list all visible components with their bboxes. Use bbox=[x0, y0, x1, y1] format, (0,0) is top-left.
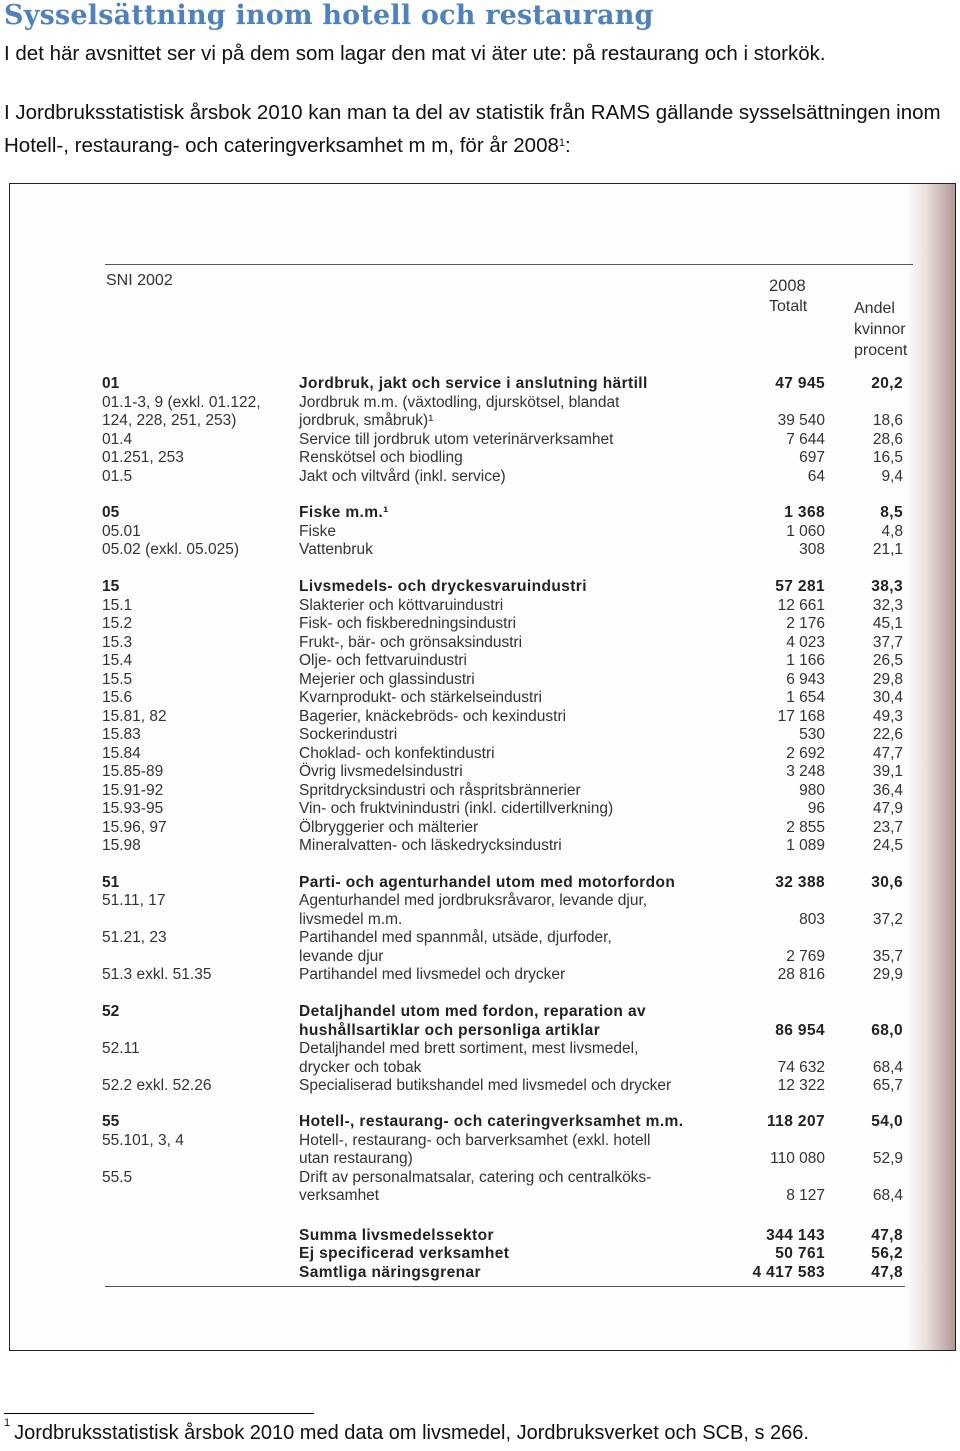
table-row bbox=[10, 1003, 955, 1022]
total-cell: 4 417 583 bbox=[752, 1264, 825, 1281]
table-row bbox=[10, 800, 955, 819]
table-row bbox=[10, 948, 955, 967]
sector-label-cell: Partihandel med livsmedel och drycker bbox=[299, 966, 566, 983]
table-row bbox=[10, 671, 955, 690]
sector-label-cell: Fiske m.m.¹ bbox=[299, 504, 389, 521]
total-cell: 39 540 bbox=[777, 412, 825, 429]
table-row bbox=[10, 892, 955, 911]
total-cell: 2 855 bbox=[786, 819, 825, 836]
andel-kvinnor-cell: 28,6 bbox=[872, 431, 903, 448]
table-row bbox=[10, 745, 955, 764]
sector-label-cell: Frukt-, bär- och grönsaksindustri bbox=[299, 634, 523, 651]
andel-kvinnor-cell: 32,3 bbox=[872, 597, 903, 614]
table-row bbox=[10, 708, 955, 727]
sector-label-cell: Ej specificerad verksamhet bbox=[299, 1245, 510, 1262]
table-top-rule bbox=[105, 264, 913, 265]
table-row bbox=[10, 634, 955, 653]
table-row bbox=[10, 412, 955, 431]
sector-label-cell: Vattenbruk bbox=[299, 541, 373, 558]
total-cell: 96 bbox=[807, 800, 825, 817]
table-row bbox=[10, 929, 955, 948]
sector-label-cell: Bagerier, knäckebröds- och kexindustri bbox=[299, 708, 567, 725]
sector-label-cell: Parti- och agenturhandel utom med motorfordon bbox=[299, 874, 676, 891]
sni-code-cell: 15.98 bbox=[102, 837, 141, 854]
sector-label-cell: Drift av personalmatsalar, catering och centralköks- bbox=[299, 1169, 652, 1186]
sector-label-cell: Livsmedels- och dryckesvaruindustri bbox=[299, 578, 587, 595]
table-row bbox=[10, 578, 955, 597]
total-cell: 6 943 bbox=[786, 671, 825, 688]
andel-kvinnor-cell: 54,0 bbox=[871, 1113, 903, 1130]
footnote-reference: 1 bbox=[558, 137, 565, 149]
sni-code-cell: 15.1 bbox=[102, 597, 133, 614]
total-cell: 2 692 bbox=[786, 745, 825, 762]
total-cell: 530 bbox=[799, 726, 825, 743]
table-row bbox=[10, 1113, 955, 1132]
sector-label-cell: jordbruk, småbruk)¹ bbox=[299, 412, 434, 429]
total-cell: 28 816 bbox=[777, 966, 825, 983]
sector-label-cell: Kvarnprodukt- och stärkelseindustri bbox=[299, 689, 542, 706]
andel-kvinnor-cell: 65,7 bbox=[872, 1077, 903, 1094]
total-cell: 980 bbox=[799, 782, 825, 799]
table-row bbox=[10, 468, 955, 487]
total-cell: 4 023 bbox=[786, 634, 825, 651]
sector-label-cell: Övrig livsmedelsindustri bbox=[299, 763, 463, 780]
andel-kvinnor-cell: 16,5 bbox=[872, 449, 903, 466]
source-colon: : bbox=[565, 134, 571, 157]
table-row bbox=[10, 1264, 955, 1283]
table-row bbox=[10, 1150, 955, 1169]
andel-kvinnor-cell: 47,8 bbox=[871, 1264, 903, 1281]
sni-code-cell: 01.4 bbox=[102, 431, 133, 448]
sector-label-cell: Fisk- och fiskberedningsindustri bbox=[299, 615, 517, 632]
sni-code-cell: 01.1-3, 9 (exkl. 01.122, bbox=[102, 394, 261, 411]
andel-kvinnor-cell: 29,8 bbox=[872, 671, 903, 688]
header-andel-kvinnor: Andel kvinnor procent bbox=[854, 300, 908, 359]
sni-code-cell: 15.91-92 bbox=[102, 782, 164, 799]
table-row bbox=[10, 1132, 955, 1151]
table-row bbox=[10, 911, 955, 930]
total-cell: 697 bbox=[799, 449, 825, 466]
andel-kvinnor-cell: 24,5 bbox=[872, 837, 903, 854]
sni-code-cell: 124, 228, 251, 253) bbox=[102, 412, 237, 429]
sector-label-cell: Service till jordbruk utom veterinärverksamhet bbox=[299, 431, 614, 448]
sni-code-cell: 15.85-89 bbox=[102, 763, 164, 780]
table-row bbox=[10, 431, 955, 450]
table-row bbox=[10, 966, 955, 985]
table-row bbox=[10, 504, 955, 523]
footnote-number: 1 bbox=[4, 1417, 11, 1429]
andel-kvinnor-cell: 30,4 bbox=[872, 689, 903, 706]
table-row bbox=[10, 597, 955, 616]
andel-kvinnor-cell: 68,0 bbox=[871, 1022, 903, 1039]
source-text: I Jordbruksstatistisk årsbok 2010 kan man ta del av statistik från RAMS gällande sysselsättningen inom Hotell-, restaurang- och cateringverksamhet m m, för år 2008 bbox=[4, 101, 941, 157]
sector-label-cell: Samtliga näringsgrenar bbox=[299, 1264, 481, 1281]
footnote-separator bbox=[4, 1413, 314, 1414]
sector-label-cell: Choklad- och konfektindustri bbox=[299, 745, 495, 762]
total-cell: 12 322 bbox=[777, 1077, 825, 1094]
source-paragraph bbox=[4, 96, 956, 162]
andel-kvinnor-cell: 39,1 bbox=[872, 763, 903, 780]
sector-label-cell: Hotell-, restaurang- och barverksamhet (exkl. hotell bbox=[299, 1132, 651, 1149]
andel-kvinnor-cell: 4,8 bbox=[881, 523, 903, 540]
table-row bbox=[10, 449, 955, 468]
table-row bbox=[10, 615, 955, 634]
sector-label-cell: Jordbruk m.m. (växtodling, djurskötsel, blandat bbox=[299, 394, 620, 411]
andel-kvinnor-cell: 8,5 bbox=[880, 504, 903, 521]
sector-label-cell: Mejerier och glassindustri bbox=[299, 671, 475, 688]
total-cell: 110 080 bbox=[770, 1150, 825, 1167]
total-cell: 64 bbox=[807, 468, 825, 485]
total-cell: 17 168 bbox=[777, 708, 825, 725]
table-row bbox=[10, 1169, 955, 1188]
table-row bbox=[10, 1022, 955, 1041]
total-cell: 118 207 bbox=[767, 1113, 825, 1130]
sni-code-cell: 15.96, 97 bbox=[102, 819, 167, 836]
sector-label-cell: Ölbryggerier och mälterier bbox=[299, 819, 479, 836]
andel-kvinnor-cell: 47,8 bbox=[871, 1227, 903, 1244]
sni-code-cell: 01.251, 253 bbox=[102, 449, 184, 466]
total-cell: 1 166 bbox=[786, 652, 825, 669]
sni-code-cell: 55 bbox=[102, 1113, 120, 1130]
andel-kvinnor-cell: 21,1 bbox=[872, 541, 903, 558]
table-bottom-rule bbox=[105, 1286, 905, 1287]
table-row bbox=[10, 1227, 955, 1246]
andel-kvinnor-cell: 68,4 bbox=[872, 1187, 903, 1204]
total-cell: 344 143 bbox=[766, 1227, 825, 1244]
sni-code-cell: 15.2 bbox=[102, 615, 133, 632]
footnote bbox=[4, 1417, 809, 1445]
sector-label-cell: Partihandel med spannmål, utsäde, djurfoder, bbox=[299, 929, 612, 946]
andel-kvinnor-cell: 22,6 bbox=[872, 726, 903, 743]
sni-code-cell: 15.83 bbox=[102, 726, 141, 743]
total-cell: 12 661 bbox=[777, 597, 825, 614]
table-row bbox=[10, 689, 955, 708]
andel-kvinnor-cell: 37,7 bbox=[872, 634, 903, 651]
total-cell: 1 368 bbox=[784, 504, 825, 521]
sni-code-cell: 52 bbox=[102, 1003, 120, 1020]
total-cell: 3 248 bbox=[786, 763, 825, 780]
andel-kvinnor-cell: 35,7 bbox=[872, 948, 903, 965]
sector-label-cell: Jakt och viltvård (inkl. service) bbox=[299, 468, 506, 485]
sni-code-cell: 15.5 bbox=[102, 671, 133, 688]
table-row bbox=[10, 652, 955, 671]
andel-kvinnor-cell: 26,5 bbox=[872, 652, 903, 669]
sni-code-cell: 05 bbox=[102, 504, 120, 521]
andel-kvinnor-cell: 38,3 bbox=[871, 578, 903, 595]
table-row bbox=[10, 763, 955, 782]
andel-kvinnor-cell: 68,4 bbox=[872, 1059, 903, 1076]
header-total: Totalt bbox=[769, 298, 808, 315]
sector-label-cell: Mineralvatten- och läskedrycksindustri bbox=[299, 837, 562, 854]
intro-paragraph: I det här avsnittet ser vi på dem som lagar den mat vi äter ute: på restaurang och i storkök. bbox=[4, 42, 826, 65]
total-cell: 86 954 bbox=[775, 1022, 825, 1039]
sector-label-cell: verksamhet bbox=[299, 1187, 380, 1204]
footnote-text: Jordbruksstatistisk årsbok 2010 med data om livsmedel, Jordbruksverket och SCB, s 266. bbox=[14, 1422, 809, 1444]
table-row bbox=[10, 819, 955, 838]
andel-kvinnor-cell: 23,7 bbox=[872, 819, 903, 836]
sni-code-cell: 01.5 bbox=[102, 468, 133, 485]
andel-kvinnor-cell: 49,3 bbox=[872, 708, 903, 725]
total-cell: 32 388 bbox=[775, 874, 825, 891]
sector-label-cell: Sockerindustri bbox=[299, 726, 398, 743]
header-sni: SNI 2002 bbox=[106, 272, 173, 289]
sector-label-cell: Slakterier och köttvaruindustri bbox=[299, 597, 504, 614]
total-cell: 8 127 bbox=[786, 1187, 825, 1204]
scanned-table-image bbox=[9, 183, 956, 1351]
total-cell: 2 176 bbox=[786, 615, 825, 632]
sector-label-cell: livsmedel m.m. bbox=[299, 911, 403, 928]
total-cell: 803 bbox=[799, 911, 825, 928]
table-row bbox=[10, 726, 955, 745]
sector-label-cell: drycker och tobak bbox=[299, 1059, 422, 1076]
total-cell: 1 654 bbox=[786, 689, 825, 706]
sni-code-cell: 05.02 (exkl. 05.025) bbox=[102, 541, 240, 558]
total-cell: 74 632 bbox=[777, 1059, 825, 1076]
sni-code-cell: 15.6 bbox=[102, 689, 133, 706]
sector-label-cell: levande djur bbox=[299, 948, 384, 965]
sni-code-cell: 51.21, 23 bbox=[102, 929, 167, 946]
sector-label-cell: Agenturhandel med jordbruksråvaror, levande djur, bbox=[299, 892, 648, 909]
sni-code-cell: 15.81, 82 bbox=[102, 708, 167, 725]
sector-label-cell: utan restaurang) bbox=[299, 1150, 413, 1167]
sector-label-cell: Hotell-, restaurang- och cateringverksamhet m.m. bbox=[299, 1113, 684, 1130]
table-row bbox=[10, 837, 955, 856]
sni-code-cell: 05.01 bbox=[102, 523, 141, 540]
sector-label-cell: hushållsartiklar och personliga artiklar bbox=[299, 1022, 601, 1039]
sector-label-cell: Detaljhandel med brett sortiment, mest livsmedel, bbox=[299, 1040, 639, 1057]
sector-label-cell: Olje- och fettvaruindustri bbox=[299, 652, 467, 669]
page-title: Sysselsättning inom hotell och restaurang bbox=[4, 0, 654, 31]
sector-label-cell: Renskötsel och biodling bbox=[299, 449, 463, 466]
total-cell: 50 761 bbox=[775, 1245, 825, 1262]
table-row bbox=[10, 1040, 955, 1059]
sector-label-cell: Summa livsmedelssektor bbox=[299, 1227, 494, 1244]
total-cell: 2 769 bbox=[786, 948, 825, 965]
sni-code-cell: 15 bbox=[102, 578, 120, 595]
andel-kvinnor-cell: 30,6 bbox=[871, 874, 903, 891]
table-row bbox=[10, 782, 955, 801]
andel-kvinnor-cell: 36,4 bbox=[872, 782, 903, 799]
andel-kvinnor-cell: 9,4 bbox=[881, 468, 903, 485]
total-cell: 57 281 bbox=[775, 578, 825, 595]
sni-code-cell: 52.11 bbox=[102, 1040, 140, 1057]
sni-code-cell: 15.84 bbox=[102, 745, 141, 762]
sni-code-cell: 55.5 bbox=[102, 1169, 133, 1186]
total-cell: 47 945 bbox=[775, 375, 825, 392]
sni-code-cell: 15.93-95 bbox=[102, 800, 164, 817]
andel-kvinnor-cell: 18,6 bbox=[872, 412, 903, 429]
total-cell: 308 bbox=[799, 541, 825, 558]
andel-kvinnor-cell: 37,2 bbox=[872, 911, 903, 928]
sni-code-cell: 55.101, 3, 4 bbox=[102, 1132, 184, 1149]
andel-kvinnor-cell: 56,2 bbox=[871, 1245, 903, 1262]
sector-label-cell: Spritdrycksindustri och råspritsbrännerier bbox=[299, 782, 581, 799]
sector-label-cell: Jordbruk, jakt och service i anslutning härtill bbox=[299, 375, 648, 392]
table-row bbox=[10, 541, 955, 560]
andel-kvinnor-cell: 29,9 bbox=[872, 966, 903, 983]
table-row bbox=[10, 1245, 955, 1264]
sni-code-cell: 52.2 exkl. 52.26 bbox=[102, 1077, 212, 1094]
sni-code-cell: 51.3 exkl. 51.35 bbox=[102, 966, 212, 983]
andel-kvinnor-cell: 47,9 bbox=[872, 800, 903, 817]
andel-kvinnor-cell: 47,7 bbox=[872, 745, 903, 762]
sector-label-cell: Detaljhandel utom med fordon, reparation av bbox=[299, 1003, 647, 1020]
sni-code-cell: 51 bbox=[102, 874, 120, 891]
table-row bbox=[10, 1187, 955, 1206]
sector-label-cell: Vin- och fruktvinindustri (inkl. cidertillverkning) bbox=[299, 800, 614, 817]
table-row bbox=[10, 375, 955, 394]
andel-kvinnor-cell: 52,9 bbox=[872, 1150, 903, 1167]
table-row bbox=[10, 394, 955, 413]
header-year: 2008 bbox=[769, 277, 806, 295]
sector-label-cell: Fiske bbox=[299, 523, 337, 540]
table-row bbox=[10, 1059, 955, 1078]
sni-code-cell: 15.4 bbox=[102, 652, 133, 669]
andel-kvinnor-cell: 45,1 bbox=[872, 615, 903, 632]
total-cell: 1 089 bbox=[786, 837, 825, 854]
sni-code-cell: 15.3 bbox=[102, 634, 133, 651]
total-cell: 7 644 bbox=[786, 431, 825, 448]
andel-kvinnor-cell: 20,2 bbox=[871, 375, 903, 392]
sector-label-cell: Specialiserad butikshandel med livsmedel och drycker bbox=[299, 1077, 672, 1094]
table-row bbox=[10, 523, 955, 542]
table-row bbox=[10, 874, 955, 893]
sni-code-cell: 01 bbox=[102, 375, 120, 392]
sni-code-cell: 51.11, 17 bbox=[102, 892, 166, 909]
total-cell: 1 060 bbox=[786, 523, 825, 540]
table-row bbox=[10, 1077, 955, 1096]
